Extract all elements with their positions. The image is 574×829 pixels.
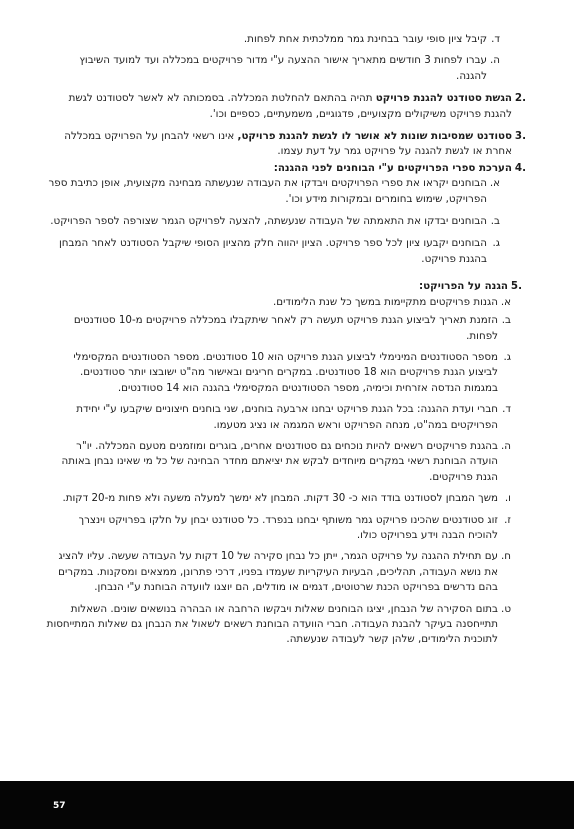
section-body: תהיה בהתאם להחלטת המכללה. בסמכותה לא לאשר לסטודנט לגשת להגנת פרויקט משיקולים מקצועיים, פדגוגיים, משמעתיים, כספיים וכו'. <box>68 92 512 120</box>
section-heading: הערכת ספרי הפרויקטים ע"י הבוחנים לפני ההגנה: <box>273 161 512 174</box>
list-item <box>46 236 526 267</box>
list-item <box>46 32 526 47</box>
item-marker: ח. <box>500 550 511 563</box>
item-marker: ג. <box>503 350 511 363</box>
item-marker: ג. <box>492 237 500 250</box>
item-text: בהגנת פרויקטים רשאים להיות נוכחים גם סטודנטים אחרים, בוגרים ומוזמנים מטעם המכללה. יו"ר הועדה הבוחנת רשאי במקרים מיוחדים לבקש את יציאתם מחדר הבחינה של כל מי שאינו נבחן באותה הגנת פרויקטים. <box>61 439 498 483</box>
section-text <box>46 129 512 160</box>
section-heading: הגנה על הפרויקט: <box>419 280 508 293</box>
list-item <box>46 295 526 310</box>
section-5-heading <box>46 279 526 294</box>
item-text: עם תחילת ההגנה על פרויקט הגמר, ייתן כל נבחן סקירה של 10 דקות על העבודה שעשה. עליו להציג את נושא העבודה, תהליכים, הבעיות העיקריות שעמדו בפניו, דרכי פתרונן, ממצאים ומסקנות. במקרים בהם נדרשים בפרויקט הכנת שרטוטים, דגמים או מודלים, הם יוצגו לוועדה הבוחנת ע"י הנבחן. <box>58 550 498 594</box>
list-item <box>46 53 526 84</box>
item-marker: ט. <box>501 602 511 615</box>
list-item <box>46 491 526 506</box>
list-item <box>46 513 526 544</box>
section-4-heading <box>46 161 526 176</box>
item-text: חברי ועדת ההגנה: בכל הגנת פרויקט יבחנו ארבעה בוחנים, שני בוחנים חיצוניים שיקבעו ע"י יחידת הפרויקטים במה"ט, מנחה הפרויקט וראש המגמה או נציג מטעמו. <box>76 403 498 431</box>
item-marker: ו. <box>504 492 511 505</box>
section-number: .4 <box>514 161 526 174</box>
item-marker: ז. <box>504 513 511 526</box>
item-text: הבוחנים יקראו את ספרי הפרויקטים ויבדקו את העבודה שנעשתה מבחינה מקצועית, אופן כתיבת ספר הפרויקט, שימוש בחומרים ובמקורות מידע וכו'. <box>48 177 487 205</box>
section-2 <box>46 91 526 122</box>
section-lead: הגשת סטודנט להגנת פרויקט <box>375 92 512 105</box>
item-marker: ה. <box>500 439 511 452</box>
list-item <box>46 402 526 433</box>
list-item <box>46 313 526 344</box>
section-number: .2 <box>514 92 526 105</box>
item-text: מספר הסטודנטים המינימלי לביצוע הגנת פרויקט הוא 10 סטודנטים. מספר הסטודנטים המקסימלי לביצוע הגנת פרויקטים הוא 18 סטודנטים. במקרים חריגים ובאישור מה"ט ישובצו יותר סטודנטים. במגמות הנדסה אזרחית וכימיה, מספר הסטודנטים המקסימלי בהגנה הוא 14 סטודנטים. <box>73 350 498 394</box>
item-marker: ה. <box>489 54 500 67</box>
section-number: .5 <box>510 280 522 293</box>
item-text: הבוחנים יקבעו ציון לכל ספר פרויקט. הציון יהווה חלק מהציון הסופי שיקבל הסטודנט לאחר המבחן בהגנת פרויקט. <box>58 237 487 265</box>
item-text: משך המבחן לסטודנט בודד הוא כ- 30 דקות. המבחן לא ימשך למעלה משעה ולא פחות מ-20 דקות. <box>62 492 498 505</box>
list-item <box>46 350 526 396</box>
page-footer-bar <box>0 781 574 829</box>
item-marker: א. <box>500 295 511 308</box>
list-item <box>46 549 526 595</box>
item-text: עברו לפחות 3 חודשים מתאריך אישור ההצעה ע"י מדור פרויקטים במכללה ועד למועד השיבוץ להגנה. <box>79 54 487 82</box>
item-text: בתום הסקירה של הנבחן, יציגו הבוחנים שאלות ויבקשו הרחבה או הבהרה בנושאים שונים. השאלות תתייחסנה בעיקר להבנת העבודה. חברי הוועדה הבוחנת רשאים לשאול את הנבחן גם שאלות המתייחסות לתוכנית הלימודים, שלהן קשר לעבודה שנעשתה. <box>46 602 498 646</box>
list-item <box>46 439 526 485</box>
section-lead: סטודנט שמסיבות שונות לא אושר לו לגשת להגנת פרויקט, <box>237 130 512 143</box>
item-text: הבוחנים יבדקו את התאמתה של העבודה שנעשתה, להצעה לפרויקט הגמר שצורפה לספר הפרויקט. <box>50 215 487 228</box>
section-number: .3 <box>514 130 526 143</box>
item-text: קיבל ציון סופי עובר בבחינת גמר ממלכתית אחת לפחות. <box>243 33 487 45</box>
list-item <box>46 602 526 648</box>
section-text <box>46 91 512 122</box>
page-number: 57 <box>53 801 66 811</box>
item-text: הזמנת תאריך לביצוע הגנת פרויקט תעשה רק לאחר שיתקבלו במכללה פרויקטים מ-10 סטודנטים לפחות. <box>73 314 498 342</box>
item-marker: א. <box>489 177 500 190</box>
item-marker: ד. <box>491 33 500 45</box>
list-item <box>46 214 526 229</box>
section-3 <box>46 129 526 160</box>
item-marker: ב. <box>490 215 500 228</box>
section-body: אינו רשאי להבחן על הפרויקט במכללה אחרת או לגשת להגנה על פרויקט גמר על דעת עצמו. <box>64 130 512 158</box>
document-body <box>46 32 526 648</box>
item-text: זוג סטודנטים שהכינו פרויקט גמר משותף יבחנו בנפרד. כל סטודנט יבחן על חלקו בפרויקט וינצרך להוכיח הבנה וידע בפרויקט כולו. <box>78 513 498 541</box>
item-text: הגנות פרויקטים מתקיימות במשך כל שנת הלימודים. <box>273 295 498 308</box>
item-marker: ב. <box>501 314 511 327</box>
item-marker: ד. <box>502 403 511 416</box>
list-item <box>46 176 526 207</box>
